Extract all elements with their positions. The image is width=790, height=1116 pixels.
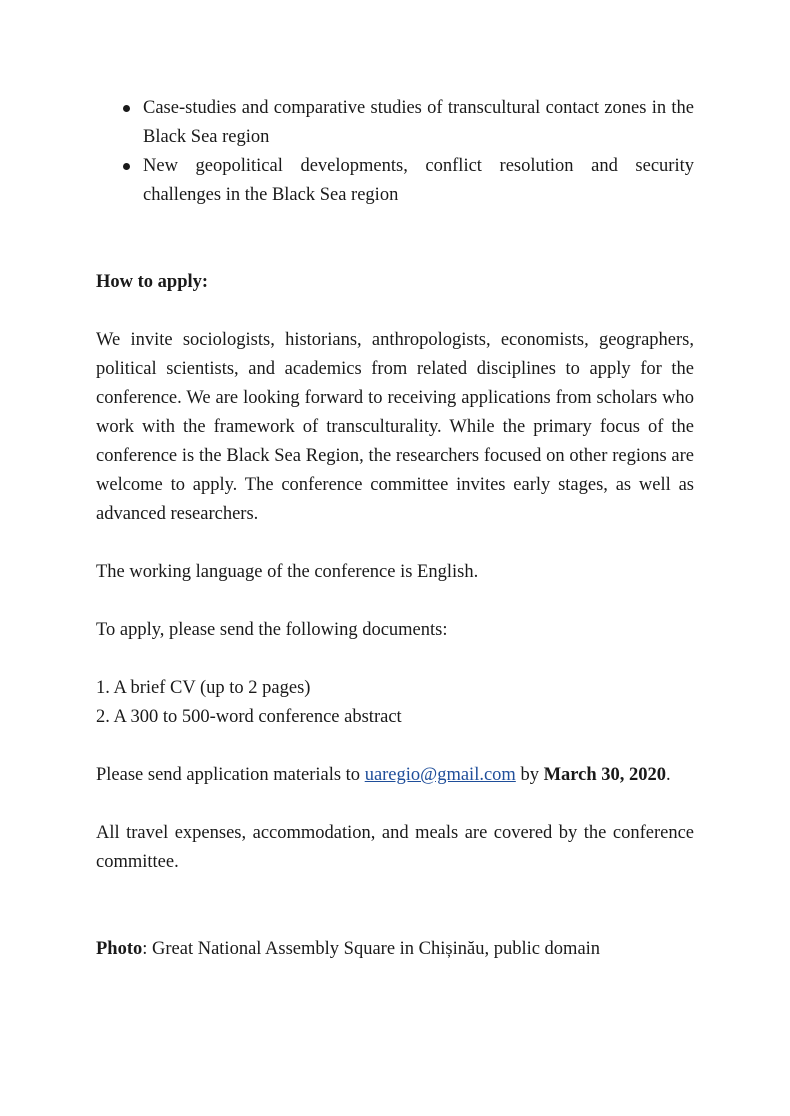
expenses-paragraph: All travel expenses, accommodation, and meals are covered by the conference committee. bbox=[96, 823, 694, 872]
send-by: by bbox=[520, 765, 539, 785]
email-link[interactable]: uaregio@gmail.com bbox=[364, 765, 516, 785]
bullet-icon bbox=[123, 105, 130, 112]
list-item-text: New geopolitical developments, conflict resolution and security challenges in the Black Sea region bbox=[143, 156, 694, 205]
deadline: March 30, 2020 bbox=[543, 765, 667, 785]
list-item-text: Case-studies and comparative studies of transcultural contact zones in the Black Sea region bbox=[143, 98, 694, 147]
document-item: 2. A 300 to 500-word conference abstract bbox=[96, 707, 402, 727]
topics-list bbox=[96, 94, 694, 210]
language-paragraph: The working language of the conference is English. bbox=[96, 562, 479, 582]
send-paragraph bbox=[96, 761, 694, 790]
intro-paragraph: We invite sociologists, historians, anthropologists, economists, geographers, political scientists, and academics from related disciplines to apply for the conference. We are looking forward to receiving applications from scholars who work with the framework of transculturality. While the primary focus of the conference is the Black Sea Region, the researchers focused on other regions are welcome to apply. The conference committee invites early stages, as well as advanced researchers. bbox=[96, 330, 694, 524]
document-page bbox=[96, 94, 694, 964]
documents-intro: To apply, please send the following documents: bbox=[96, 620, 448, 640]
bullet-icon bbox=[123, 163, 130, 170]
photo-label: Photo bbox=[96, 939, 143, 959]
list-item bbox=[96, 94, 694, 152]
send-suffix: . bbox=[666, 765, 671, 785]
photo-caption: : Great National Assembly Square in Chișinău, public domain bbox=[142, 939, 601, 959]
photo-credit bbox=[96, 935, 694, 964]
list-item bbox=[96, 152, 694, 210]
documents-list bbox=[96, 674, 694, 732]
send-prefix: Please send application materials to bbox=[96, 765, 361, 785]
document-item: 1. A brief CV (up to 2 pages) bbox=[96, 678, 311, 698]
section-heading: How to apply: bbox=[96, 272, 209, 292]
